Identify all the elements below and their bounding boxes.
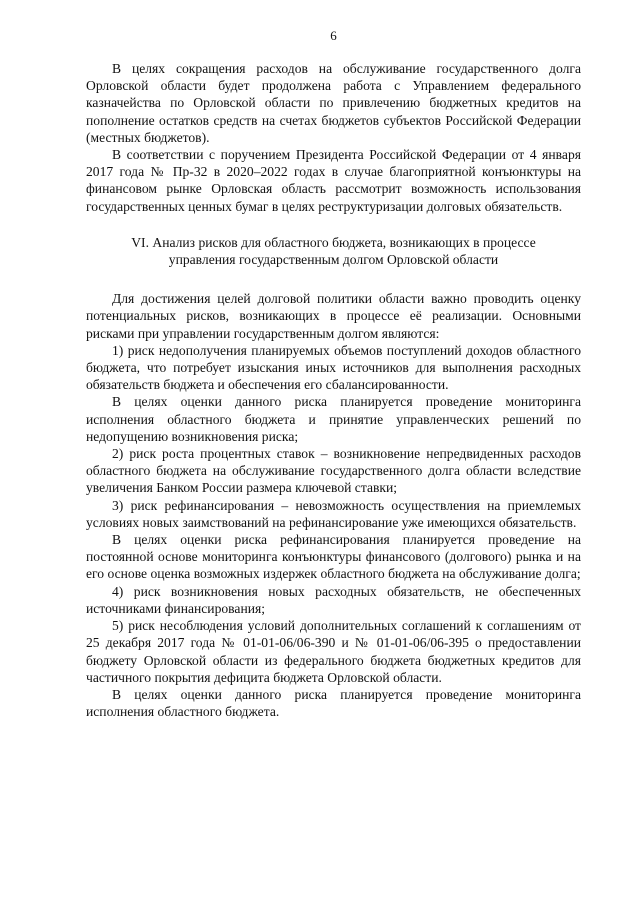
section-heading: VI. Анализ рисков для областного бюджета, возникающих в процессе управления государственным долгом Орловской области: [131, 234, 536, 268]
paragraph-risk-3-mitigation: В целях оценки риска рефинансирования планируется проведение на постоянной основе мониторинга конъюнктуры финансового (долгового) рынка и на его основе оценка возможных издержек областного бюджета на обслуживание долга;: [86, 532, 581, 582]
paragraph-president-order: В соответствии с поручением Президента Российской Федерации от 4 января 2017 года № Пр-32 в 2020–2022 годах в случае благоприятной конъюнктуры на финансовом рынке Орловская область рассмотрит возможность использования государственных ценных бумаг в целях реструктуризации долговых обязательств.: [86, 147, 581, 214]
paragraph-risk-5-mitigation: В целях оценки данного риска планируется проведение мониторинга исполнения областного бюджета.: [86, 686, 581, 720]
paragraph-risk-4: 4) риск возникновения новых расходных обязательств, не обеспеченных источниками финансирования;: [86, 583, 581, 616]
paragraph-risk-2: 2) риск роста процентных ставок – возникновение непредвиденных расходов областного бюджета на обслуживание государственного долга области вследствие увеличения Банком России размера ключевой ставки;: [86, 446, 581, 496]
paragraph-risk-1-mitigation: В целях оценки данного риска планируется проведение мониторинга исполнения областного бюджета и принятие управленческих решений по недопущению возникновения риска;: [86, 394, 581, 444]
document-page: [86, 28, 581, 720]
paragraph-risk-3: 3) риск рефинансирования – невозможность осуществления на приемлемых условиях новых заимствований на рефинансирование уже имеющихся обязательств.: [86, 497, 581, 530]
page-number: 6: [330, 28, 337, 43]
paragraph-risk-intro: Для достижения целей долговой политики области важно проводить оценку потенциальных рисков, возникающих в процессе её реализации. Основными рисками при управлении государственным долгом являются:: [86, 291, 581, 341]
paragraph-debt-service: В целях сокращения расходов на обслуживание государственного долга Орловской области будет продолжена работа с Управлением федерального казначейства по Орловской области по привлечению бюджетных кредитов на пополнение остатков средств на счетах бюджетов субъектов Российской Федерации (местных бюджетов).: [86, 61, 581, 145]
paragraph-risk-5: 5) риск несоблюдения условий дополнительных соглашений к соглашениям от 25 декабря 2017 года № 01-01-06/06-390 и № 01-01-06/06-395 о предоставлении бюджету Орловской области из федерального бюджета бюджетных кредитов для частичного покрытия дефицита бюджета Орловской области.: [86, 618, 581, 685]
paragraph-risk-1: 1) риск недополучения планируемых объемов поступлений доходов областного бюджета, что потребует изыскания иных источников для выполнения расходных обязательств бюджета и обеспечения его сбалансированности.: [86, 342, 581, 393]
